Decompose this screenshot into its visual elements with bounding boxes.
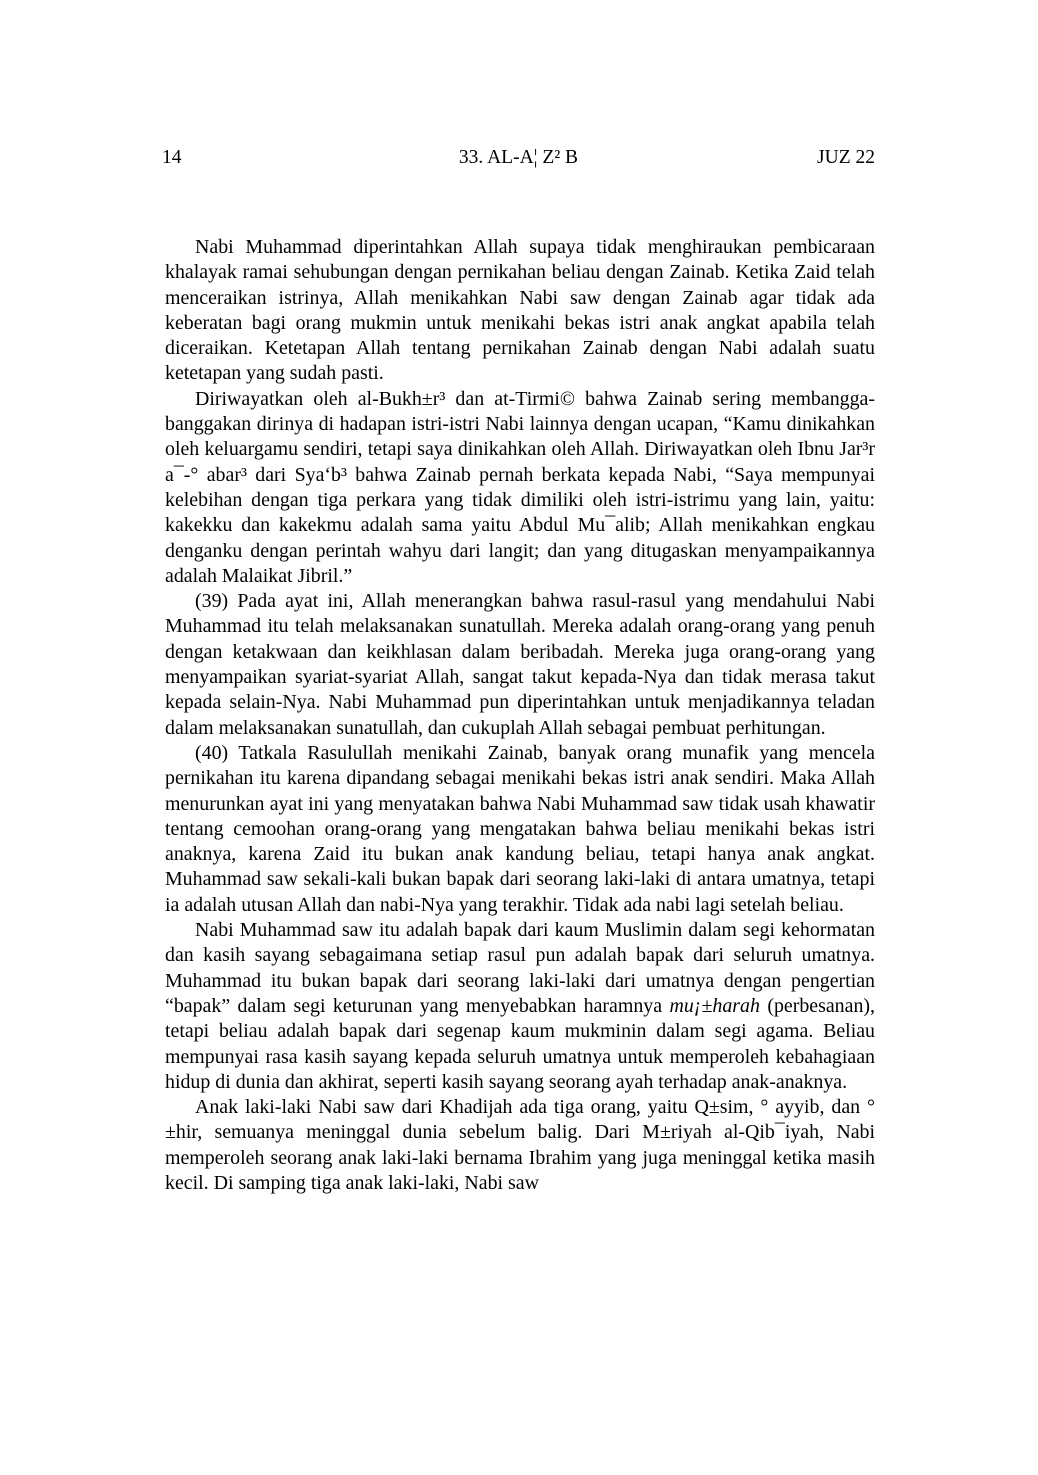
paragraph: Anak laki-laki Nabi saw dari Khadijah ada tiga orang, yaitu Q±sim, ° ayyib, dan ° ±hir, semuanya meninggal dunia sebelum balig. Dari M±riyah al-Qib¯iyah, Nabi memperoleh seorang anak laki-laki bernama Ibrahim yang juga meninggal ketika masih kecil. Di samping tiga anak laki-laki, Nabi saw xyxy=(165,1096,875,1194)
page-number: 14 xyxy=(162,147,182,168)
chapter-title: 33. AL-A¦ Z² B xyxy=(458,147,579,168)
running-header xyxy=(162,146,875,170)
paragraph: Diriwayatkan oleh al-Bukh±r³ dan at-Tirmi© bahwa Zainab sering membangga-banggakan dirinya di hadapan istri-istri Nabi lainnya dengan ucapan, “Kamu dinikahkan oleh keluargamu sendiri, tetapi saya dinikahkan oleh Allah. Diriwayatkan oleh Ibnu Jar³r a¯-° abar³ dari Sya‘b³ bahwa Zainab pernah berkata kepada Nabi, “Saya mempunyai kelebihan dengan tiga perkara yang tidak dimiliki oleh istri-istrimu yang lain, yaitu: kakekku dan kakekmu adalah sama yaitu Abdul Mu¯alib; Allah menikahkan engkau denganku dengan perintah wahyu dari langit; dan yang ditugaskan menyampaikannya adalah Malaikat Jibril.” xyxy=(165,387,875,587)
paragraph-text: Nabi Muhammad saw itu adalah bapak dari kaum Muslimin dalam segi kehormatan dan kasih sayang sebagaimana setiap rasul pun adalah bapak dari seluruh umatnya. Muhammad itu bukan bapak dari seorang laki-laki dari umatnya dengan pengertian “bapak” dalam segi keturunan yang menyebabkan haramnya xyxy=(165,919,875,1017)
paragraph-text: (perbesanan), tetapi beliau adalah bapak dari segenap kaum mukminin dalam segi agama. Beliau mempunyai rasa kasih sayang kepada seluruh umatnya untuk memperoleh kebahagiaan hidup di dunia dan akhirat, seperti kasih sayang seorang ayah terhadap anak-anaknya. xyxy=(165,994,876,1093)
body-text xyxy=(165,235,875,1196)
juz-label: JUZ 22 xyxy=(817,147,875,168)
italic-term: mu¡±harah xyxy=(669,994,760,1017)
paragraph: Nabi Muhammad diperintahkan Allah supaya tidak menghiraukan pembicaraan khalayak ramai sehubungan dengan pernikahan beliau dengan Zainab. Ketika Zaid telah menceraikan istrinya, Allah menikahkan Nabi saw dengan Zainab agar tidak ada keberatan bagi orang mukmin untuk menikahi bekas istri anak angkat apabila telah diceraikan. Ketetapan Allah tentang pernikahan Zainab dengan Nabi adalah suatu ketetapan yang sudah pasti. xyxy=(165,236,875,385)
paragraph: (40) Tatkala Rasulullah menikahi Zainab, banyak orang munafik yang mencela pernikahan itu karena dipandang sebagai menikahi bekas istri anak sendiri. Maka Allah menurunkan ayat ini yang menyatakan bahwa Nabi Muhammad saw tidak usah khawatir tentang cemoohan orang-orang yang mengatakan bahwa beliau menikahi bekas istri anaknya, karena Zaid itu bukan anak kandung beliau, tetapi hanya anak angkat. Muhammad saw sekali-kali bukan bapak dari seorang laki-laki di antara umatnya, tetapi ia adalah utusan Allah dan nabi-Nya yang terakhir. Tidak ada nabi lagi setelah beliau. xyxy=(165,741,875,916)
paragraph: (39) Pada ayat ini, Allah menerangkan bahwa rasul-rasul yang mendahului Nabi Muhammad itu telah melaksanakan sunatullah. Mereka adalah orang-orang yang penuh dengan ketakwaan dan keikhlasan dalam beribadah. Mereka juga orang-orang yang menyampaikan syariat-syariat Allah, sangat takut kepada-Nya dan tidak merasa takut kepada selain-Nya. Nabi Muhammad pun diperintahkan untuk menjadikannya teladan dalam melaksanakan sunatullah, dan cukuplah Allah sebagai pembuat perhitungan. xyxy=(165,590,875,739)
paragraph xyxy=(165,918,875,1095)
